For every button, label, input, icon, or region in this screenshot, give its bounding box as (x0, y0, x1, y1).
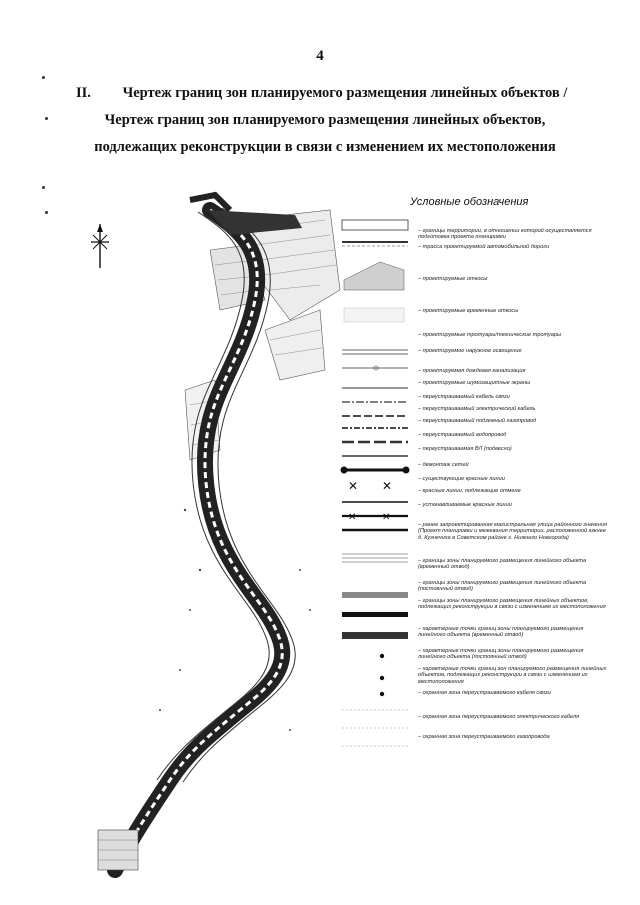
margin-dot (45, 211, 48, 214)
margin-dot (42, 76, 45, 79)
section-number: II. (76, 85, 91, 101)
section-heading (60, 80, 590, 161)
legend-item: – границы зоны планируемого размещения линейного объекта (временный отвод) (418, 558, 587, 571)
legend-item: – ранее запроектированная магистральная улица районного значения (Проект планировки и межевания территории, расположенной южнее д. Кузнечиха в Советском районе г. Нижнего Новгорода) (418, 522, 607, 541)
legend (340, 196, 610, 756)
legend-item: – границы территории, в отношении которой осуществляется подготовка проекта планировки (418, 228, 592, 241)
legend-item: – красные линии, подлежащие отмене (418, 488, 521, 494)
legend-item: – переустраиваемая ВЛ (подвесно) (418, 446, 512, 452)
legend-item: – переустраиваемый электрический кабель (418, 406, 536, 412)
legend-item: – охранная зона переустраиваемого электрического кабеля (418, 714, 580, 720)
legend-item: – проектируемые откосы (418, 276, 488, 282)
legend-item: – характерные точки границ зоны планируемого размещения линейного объекта (постоянный отвод) (418, 648, 584, 661)
legend-item: – переустраиваемый кабель связи (418, 394, 510, 400)
legend-symbols (340, 216, 410, 756)
legend-item: – характерные точки границ зоны планируемого размещения линейного объекта (временный отвод) (418, 626, 584, 639)
legend-item: – демонтаж сетей (418, 462, 469, 468)
margin-dot (45, 117, 48, 120)
legend-item: – проектируемые тротуары/технические тротуары (418, 332, 562, 338)
legend-item: – проектируемая дождевая канализация (418, 368, 526, 374)
legend-item: – характерные точки границ зон планируемого размещения линейных объектов, подлежащих реконструкции в связи с изменением их местоположения (418, 666, 607, 685)
legend-item: – охранная зона переустраиваемого газопровода (418, 734, 550, 740)
legend-item: – переустраиваемый водопровод (418, 432, 507, 438)
legend-item: – переустраиваемый подземный газопровод (418, 418, 537, 424)
margin-dot (42, 186, 45, 189)
route-map (90, 190, 350, 880)
heading-line-1: Чертеж границ зон планируемого размещения линейных объектов / (122, 85, 568, 101)
legend-item: – проектируемое наружное освещение (418, 348, 522, 354)
svg-text:✕: ✕ (382, 512, 391, 523)
legend-item: – трасса проектируемой автомобильной дороги (418, 244, 550, 250)
legend-item: – устанавливаемые красные линии (418, 502, 512, 508)
legend-item: – границы зоны планируемого размещения линейного объекта (постоянный отвод) (418, 580, 587, 593)
heading-line-2: Чертеж границ зон планируемого размещения линейных объектов, (104, 112, 546, 128)
route-corridor (115, 210, 282, 870)
page-number: 4 (316, 48, 324, 64)
legend-item: – границы зоны планируемого размещения линейных объектов, подлежащих реконструкции в связи с изменением их местоположения (418, 598, 606, 611)
legend-item: – проектируемые шумозащитные экраны (418, 380, 531, 386)
svg-text:✕: ✕ (348, 512, 357, 523)
legend-item: – охранная зона переустраиваемого кабеля связи (418, 690, 551, 696)
legend-title: Условные обозначения (410, 196, 529, 208)
legend-item: – проектируемые временные откосы (418, 308, 519, 314)
legend-item: – существующие красные линии (418, 476, 505, 482)
svg-text:✕: ✕ (348, 479, 359, 493)
heading-line-3: подлежащих реконструкции в связи с изменением их местоположения (94, 139, 556, 155)
svg-text:✕: ✕ (382, 479, 393, 493)
